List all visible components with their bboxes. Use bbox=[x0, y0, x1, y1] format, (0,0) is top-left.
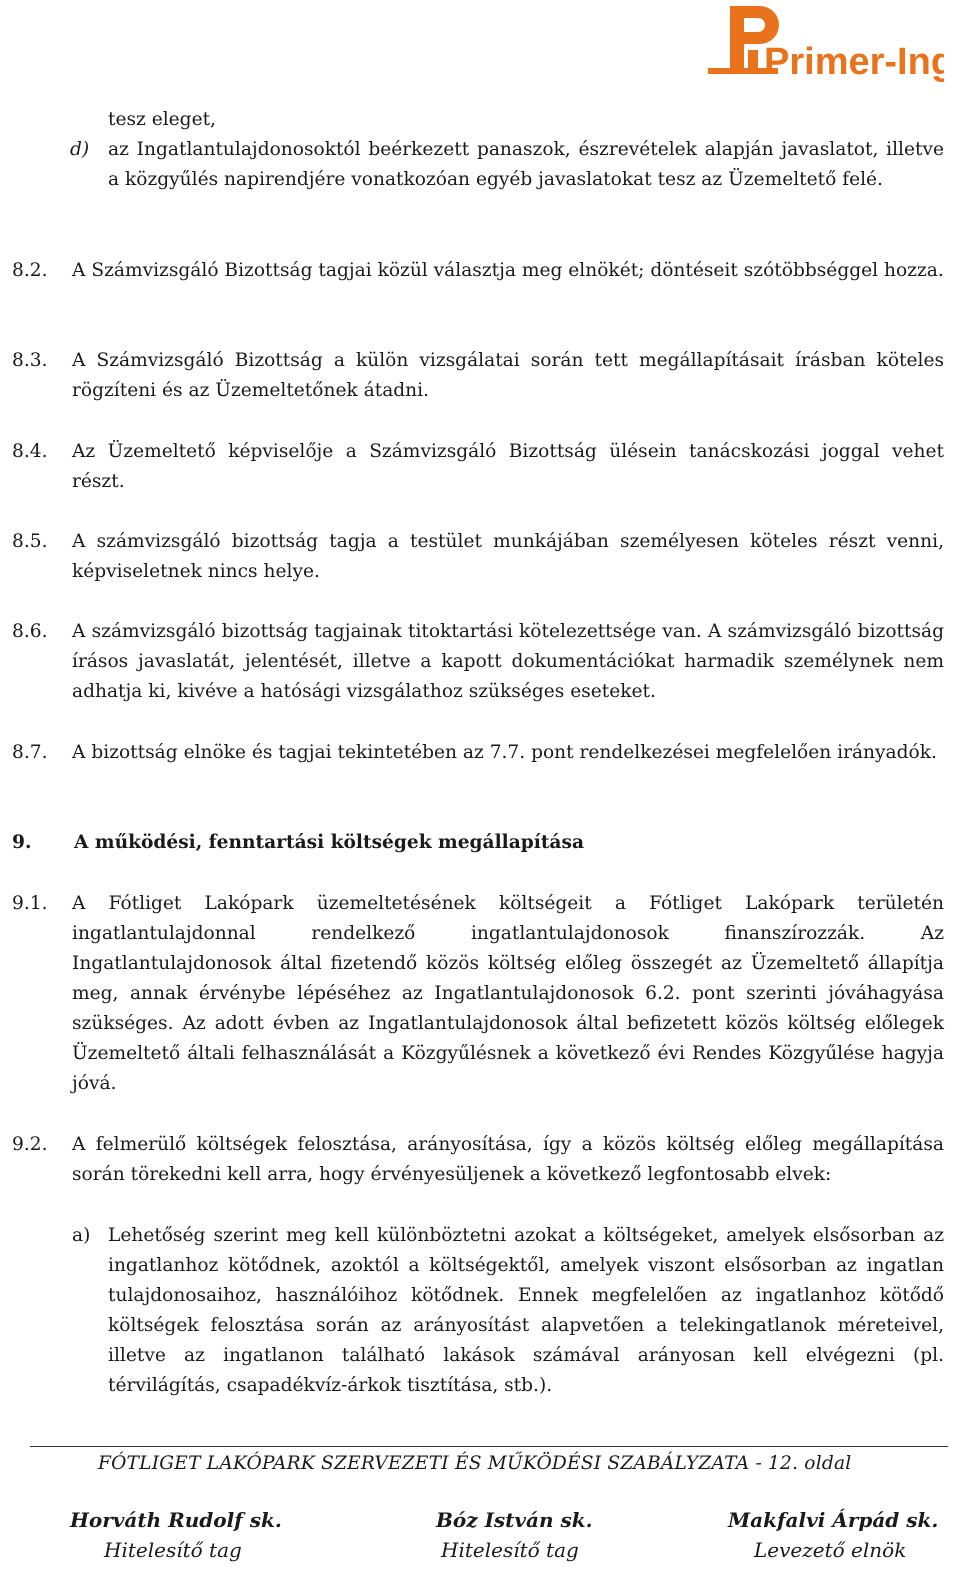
section-text-9-2: A felmerülő költségek felosztása, arányosítása, így a közös költség előleg megállapítása során törekedni kell arra, hogy érvényesüljenek a következő legfontosabb elvek: bbox=[72, 1134, 944, 1185]
section-number-8-3: 8.3. bbox=[12, 350, 48, 371]
list-letter-d: d) bbox=[70, 139, 90, 160]
logo-mark bbox=[708, 2, 944, 90]
footer-divider bbox=[30, 1446, 948, 1447]
signature-role-3: Levezető elnök bbox=[754, 1538, 907, 1562]
section-text-9-1: A Fótliget Lakópark üzemeltetésének költségeit a Fótliget Lakópark területén ingatlantulajdonnal rendelkező ingatlantulajdonosok finanszírozzák. Az Ingatlantulajdonosok által fizetendő közös költség előleg összegét az Üzemeltető állapítja meg, annak érvénybe lépéséhez az Ingatlantulajdonosok 6.2. pont szerinti jóváhagyása szükséges. Az adott évben az Ingatlantulajdonosok által befizetett közös költség előlegek Üzemeltető általi felhasználását a Közgyűlésnek a következő évi Rendes Közgyűlése hagyja jóvá. bbox=[72, 893, 944, 1094]
footer-title: FÓTLIGET LAKÓPARK SZERVEZETI ÉS MŰKÖDÉSI SZABÁLYZATA - 12. oldal bbox=[98, 1453, 852, 1474]
section-text-8-7: A bizottság elnöke és tagjai tekintetében az 7.7. pont rendelkezései megfelelően irányadók. bbox=[72, 742, 937, 763]
primer-ing-logo bbox=[708, 2, 944, 90]
section-number-9-1: 9.1. bbox=[12, 893, 48, 914]
signature-name-3: Makfalvi Árpád sk. bbox=[728, 1508, 939, 1532]
section-number-8-6: 8.6. bbox=[12, 621, 48, 642]
section-heading-9: A működési, fenntartási költségek megállapítása bbox=[74, 832, 584, 853]
section-number-8-4: 8.4. bbox=[12, 441, 48, 462]
section-text-8-4: Az Üzemeltető képviselője a Számvizsgáló Bizottság ülésein tanácskozási joggal vehet részt. bbox=[72, 441, 944, 492]
list-item-a-text: Lehetőség szerint meg kell különböztetni azokat a költségeket, amelyek elsősorban az ingatlanhoz kötődnek, azoktól a költségektől, amelyek viszont elsősorban az ingatlan tulajdonosaihoz, használóihoz kötődnek. Ennek megfelelően az ingatlanhoz kötődő költségek felosztása során az arányosítást alapvetően a telekingatlanok méreteivel, illetve az ingatlanon található lakások számával arányosan kell elvégezni (pl. térvilágítás, csapadékvíz-árkok tisztítása, stb.). bbox=[108, 1225, 944, 1396]
signature-name-2: Bóz István sk. bbox=[436, 1508, 593, 1532]
section-text-8-5: A számvizsgáló bizottság tagja a testület munkájában személyesen köteles részt venni, képviseletnek nincs helye. bbox=[72, 531, 944, 582]
logo-text: Primer-Ing bbox=[764, 41, 944, 83]
section-text-8-2: A Számvizsgáló Bizottság tagjai közül választja meg elnökét; döntéseit szótöbbséggel hozza. bbox=[72, 260, 944, 281]
continuation-line: tesz eleget, bbox=[108, 109, 216, 130]
section-number-8-5: 8.5. bbox=[12, 531, 48, 552]
list-item-d-text: az Ingatlantulajdonosoktól beérkezett panaszok, észrevételek alapján javaslatot, illetve a közgyűlés napirendjére vonatkozóan egyéb javaslatokat tesz az Üzemeltető felé. bbox=[108, 139, 944, 190]
signature-name-1: Horváth Rudolf sk. bbox=[70, 1508, 282, 1532]
section-number-8-7: 8.7. bbox=[12, 742, 48, 763]
section-text-8-3: A Számvizsgáló Bizottság a külön vizsgálatai során tett megállapításait írásban köteles rögzíteni és az Üzemeltetőnek átadni. bbox=[72, 350, 944, 401]
section-text-8-6: A számvizsgáló bizottság tagjainak titoktartási kötelezettsége van. A számvizsgáló bizottság írásos javaslatát, jelentését, illetve a kapott dokumentációkat harmadik személynek nem adhatja ki, kivéve a hatósági vizsgálathoz szükséges eseteket. bbox=[72, 621, 944, 702]
section-number-9-2: 9.2. bbox=[12, 1134, 48, 1155]
signature-role-1: Hitelesítő tag bbox=[104, 1538, 242, 1562]
section-number-8-2: 8.2. bbox=[12, 260, 48, 281]
heading-number-9: 9. bbox=[12, 832, 32, 853]
list-letter-a: a) bbox=[72, 1225, 91, 1246]
signature-role-2: Hitelesítő tag bbox=[441, 1538, 579, 1562]
